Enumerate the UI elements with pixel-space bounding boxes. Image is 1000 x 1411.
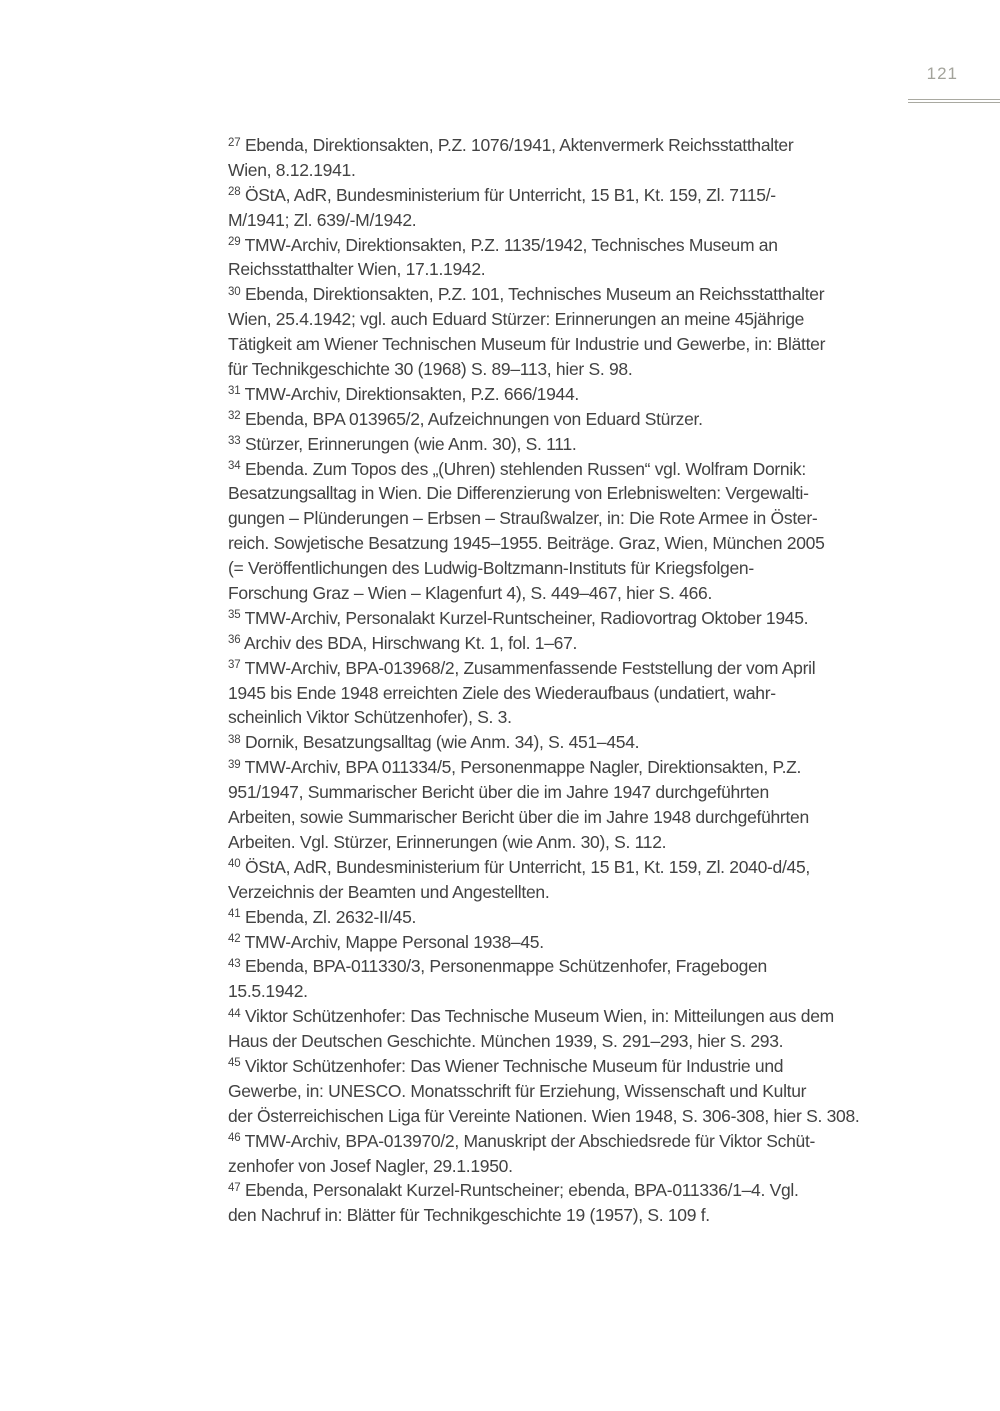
footnote-32 bbox=[228, 407, 918, 432]
footnote-33 bbox=[228, 432, 918, 457]
footnote-39-line-3: Arbeiten, sowie Summarischer Bericht über die im Jahre 1948 durchgeführten bbox=[228, 807, 809, 828]
footnote-32-line-1: $^{32}$ Ebenda, BPA 013965/2, Aufzeichnungen von Eduard Stürzer. bbox=[228, 408, 703, 429]
footnote-34 bbox=[228, 457, 918, 606]
footnote-27-line-1: $^{27}$ Ebenda, Direktionsakten, P.Z. 1076/1941, Aktenvermerk Reichsstatthalter bbox=[228, 135, 794, 155]
footnote-34-line-2: Besatzungsalltag in Wien. Die Differenzierung von Erlebniswelten: Vergewalti- bbox=[228, 483, 809, 504]
footnote-39-line-2: 951/1947, Summarischer Bericht über die im Jahre 1947 durchgeführten bbox=[228, 782, 769, 803]
footnote-44-line-2: Haus der Deutschen Geschichte. München 1939, S. 291–293, hier S. 293. bbox=[228, 1031, 784, 1052]
footnote-number: 39 bbox=[228, 758, 241, 771]
footnote-number: 33 bbox=[228, 435, 241, 448]
footnote-44 bbox=[228, 1004, 918, 1054]
footnote-number: 41 bbox=[228, 908, 241, 921]
footnote-30-line-3: Tätigkeit am Wiener Technischen Museum für Industrie und Gewerbe, in: Blätter bbox=[228, 334, 826, 355]
footnote-34-line-4: reich. Sowjetische Besatzung 1945–1955. Beiträge. Graz, Wien, München 2005 bbox=[228, 533, 825, 554]
footnote-47-line-2: den Nachruf in: Blätter für Technikgeschichte 19 (1957), S. 109 f. bbox=[228, 1205, 710, 1226]
footnote-number: 37 bbox=[228, 659, 241, 672]
footnote-35 bbox=[228, 606, 918, 631]
footnote-number: 44 bbox=[228, 1007, 241, 1020]
footnote-27 bbox=[228, 133, 918, 183]
footnote-27-line-2: Wien, 8.12.1941. bbox=[228, 159, 356, 180]
footnote-40-line-1: $^{40}$ ÖStA, AdR, Bundesministerium für Unterricht, 15 B1, Kt. 159, Zl. 2040-d/45, bbox=[228, 856, 810, 877]
footnote-number: 36 bbox=[228, 634, 241, 647]
footnote-44-line-1: $^{44}$ Viktor Schützenhofer: Das Technische Museum Wien, in: Mitteilungen aus dem bbox=[228, 1006, 834, 1027]
footnote-40 bbox=[228, 855, 918, 905]
footnote-30-line-1: $^{30}$ Ebenda, Direktionsakten, P.Z. 101, Technisches Museum an Reichsstatthalter bbox=[228, 284, 825, 305]
footnote-number: 42 bbox=[228, 933, 241, 945]
footnote-38-line-1: $^{38}$ Dornik, Besatzungsalltag (wie Anm. 34), S. 451–454. bbox=[228, 732, 640, 753]
footnote-45-line-3: der Österreichischen Liga für Vereinte Nationen. Wien 1948, S. 306-308, hier S. 308. bbox=[228, 1105, 860, 1126]
page-number: 121 bbox=[926, 64, 958, 83]
footnote-35-line-1: $^{35}$ TMW-Archiv, Personalakt Kurzel-Runtscheiner, Radiovortrag Oktober 1945. bbox=[228, 607, 809, 628]
footnote-46 bbox=[228, 1129, 918, 1179]
footnote-number: 40 bbox=[228, 858, 241, 871]
footnote-number: 38 bbox=[228, 733, 241, 746]
footnote-29 bbox=[228, 233, 918, 283]
footnote-42 bbox=[228, 930, 918, 955]
footnote-37-line-2: 1945 bis Ende 1948 erreichten Ziele des Wiederaufbaus (undatiert, wahr- bbox=[228, 682, 776, 703]
footnote-39-line-1: $^{39}$ TMW-Archiv, BPA 011334/5, Personenmappe Nagler, Direktionsakten, P.Z. bbox=[228, 757, 802, 778]
footnote-31 bbox=[228, 382, 918, 407]
footnote-29-line-2: Reichsstatthalter Wien, 17.1.1942. bbox=[228, 259, 486, 280]
header-rule bbox=[908, 99, 1000, 103]
footnote-46-line-1: $^{46}$ TMW-Archiv, BPA-013970/2, Manuskript der Abschiedsrede für Viktor Schüt- bbox=[228, 1130, 816, 1151]
footnote-45-line-1: $^{45}$ Viktor Schützenhofer: Das Wiener Technische Museum für Industrie und bbox=[228, 1055, 784, 1076]
footnote-30-line-4: für Technikgeschichte 30 (1968) S. 89–113, hier S. 98. bbox=[228, 359, 633, 380]
footnote-37 bbox=[228, 656, 918, 731]
footnote-45 bbox=[228, 1054, 918, 1129]
footnote-34-line-1: $^{34}$ Ebenda. Zum Topos des „(Uhren) stehlenden Russen“ vgl. Wolfram Dornik: bbox=[228, 458, 806, 479]
footnote-34-line-6: Forschung Graz – Wien – Klagenfurt 4), S. 449–467, hier S. 466. bbox=[228, 583, 713, 604]
footnote-45-line-2: Gewerbe, in: UNESCO. Monatsschrift für Erziehung, Wissenschaft und Kultur bbox=[228, 1080, 807, 1101]
footnote-34-line-3: gungen – Plünderungen – Erbsen – Straußwalzer, in: Die Rote Armee in Öster- bbox=[228, 508, 818, 529]
footnote-number: 45 bbox=[228, 1057, 241, 1070]
footnote-28 bbox=[228, 183, 918, 233]
footnote-47-line-1: $^{47}$ Ebenda, Personalakt Kurzel-Runtscheiner; ebenda, BPA-011336/1–4. Vgl. bbox=[228, 1180, 799, 1201]
footnote-number: 32 bbox=[228, 410, 241, 423]
footnote-39-line-4: Arbeiten. Vgl. Stürzer, Erinnerungen (wie Anm. 30), S. 112. bbox=[228, 831, 667, 852]
footnote-31-line-1: $^{31}$ TMW-Archiv, Direktionsakten, P.Z. 666/1944. bbox=[228, 383, 579, 404]
footnote-number: 46 bbox=[228, 1132, 241, 1145]
footnote-40-line-2: Verzeichnis der Beamten und Angestellten. bbox=[228, 881, 550, 902]
footnote-number: 28 bbox=[228, 186, 241, 199]
footnotes-block bbox=[228, 133, 918, 1228]
footnote-43 bbox=[228, 954, 918, 1004]
footnote-41-line-1: $^{41}$ Ebenda, Zl. 2632-II/45. bbox=[228, 906, 417, 927]
footnote-30-line-2: Wien, 25.4.1942; vgl. auch Eduard Stürzer: Erinnerungen an meine 45jährige bbox=[228, 309, 805, 330]
footnote-43-line-1: $^{43}$ Ebenda, BPA-011330/3, Personenmappe Schützenhofer, Fragebogen bbox=[228, 956, 767, 977]
footnote-number: 43 bbox=[228, 957, 241, 970]
footnote-34-line-5: (= Veröffentlichungen des Ludwig-Boltzmann-Instituts für Kriegsfolgen- bbox=[228, 558, 754, 579]
footnote-41 bbox=[228, 905, 918, 930]
footnote-39 bbox=[228, 755, 918, 855]
footnote-number: 29 bbox=[228, 236, 241, 249]
footnote-number: 30 bbox=[228, 285, 241, 298]
footnote-42-line-1: $^{42}$ TMW-Archiv, Mappe Personal 1938–45. bbox=[228, 931, 544, 952]
footnote-33-line-1: $^{33}$ Stürzer, Erinnerungen (wie Anm. 30), S. 111. bbox=[228, 433, 577, 454]
footnote-number: 35 bbox=[228, 609, 241, 622]
footnote-37-line-3: scheinlich Viktor Schützenhofer), S. 3. bbox=[228, 707, 512, 728]
footnote-36-line-1: $^{36}$ Archiv des BDA, Hirschwang Kt. 1, fol. 1–67. bbox=[228, 632, 578, 653]
footnote-number: 31 bbox=[228, 385, 241, 398]
footnote-46-line-2: zenhofer von Josef Nagler, 29.1.1950. bbox=[228, 1155, 513, 1176]
footnote-number: 34 bbox=[228, 460, 241, 473]
footnote-38 bbox=[228, 730, 918, 755]
footnote-36 bbox=[228, 631, 918, 656]
footnote-number: 27 bbox=[228, 136, 241, 149]
footnote-28-line-1: $^{28}$ ÖStA, AdR, Bundesministerium für Unterricht, 15 B1, Kt. 159, Zl. 7115/- bbox=[228, 184, 776, 205]
footnote-29-line-1: $^{29}$ TMW-Archiv, Direktionsakten, P.Z. 1135/1942, Technisches Museum an bbox=[228, 234, 778, 255]
footnote-30 bbox=[228, 282, 918, 382]
footnote-47 bbox=[228, 1178, 918, 1228]
footnote-28-line-2: M/1941; Zl. 639/-M/1942. bbox=[228, 209, 417, 230]
footnote-37-line-1: $^{37}$ TMW-Archiv, BPA-013968/2, Zusammenfassende Feststellung der vom April bbox=[228, 657, 816, 678]
footnote-number: 47 bbox=[228, 1181, 241, 1194]
footnote-43-line-2: 15.5.1942. bbox=[228, 981, 308, 1002]
